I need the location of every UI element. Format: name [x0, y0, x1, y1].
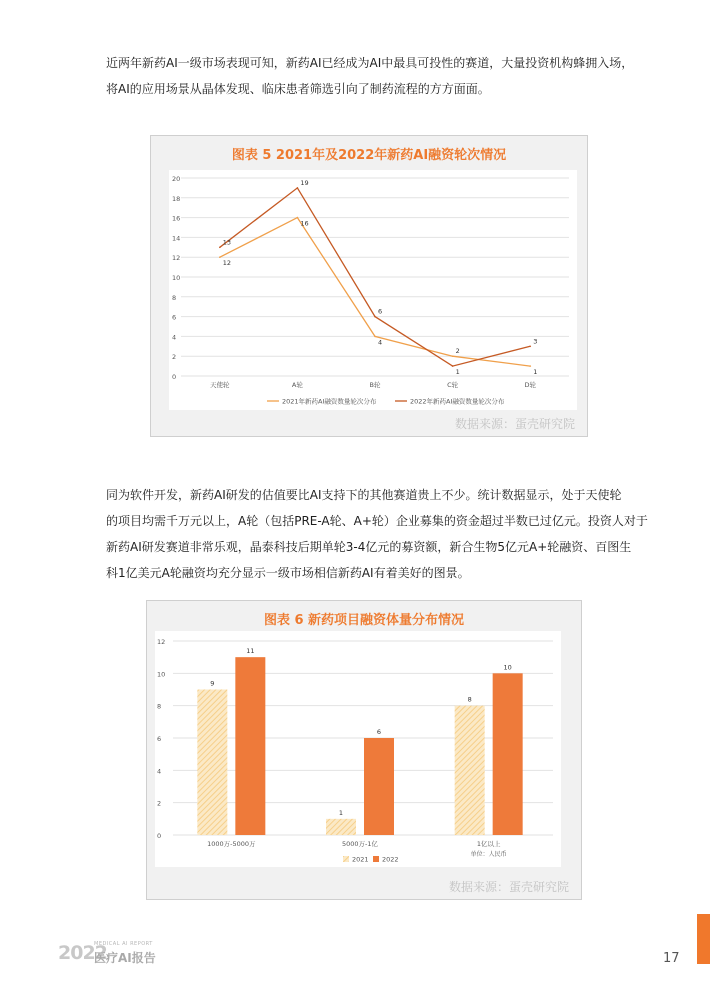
data-point: [529, 346, 531, 348]
x-tick-label: 1亿以上: [476, 840, 501, 848]
bar-chart-svg: [155, 631, 561, 867]
data-point: [297, 187, 299, 189]
logo-subtitle: MEDICAL AI REPORT: [94, 941, 153, 947]
data-point: [219, 247, 221, 249]
data-label: 11: [246, 647, 255, 656]
intro-paragraph: [106, 50, 634, 102]
y-tick-label: 0: [172, 373, 177, 381]
x-tick-label: 1000万-5000万: [207, 840, 256, 848]
body-paragraph: [106, 482, 648, 586]
bar: [197, 690, 227, 836]
line-chart-figure: [150, 135, 588, 437]
data-point: [374, 316, 376, 318]
x-tick-label: C轮: [447, 381, 459, 389]
data-label: 16: [300, 219, 309, 228]
data-point: [452, 355, 454, 357]
y-tick-label: 2: [172, 353, 177, 362]
data-point: [452, 365, 454, 367]
legend-swatch: [343, 856, 349, 862]
data-label: 3: [533, 337, 538, 346]
x-tick-label: D轮: [524, 381, 536, 389]
y-tick-label: 6: [157, 735, 162, 743]
bar-chart-plot-area: [155, 631, 561, 867]
bar-chart-figure: [146, 600, 582, 900]
y-tick-label: 20: [172, 175, 181, 183]
report-logo: [58, 938, 208, 968]
paragraph-line: 同为软件开发，新药AI研发的估值要比AI支持下的其他赛道贵上不少。统计数据显示，处于天使轮: [106, 488, 622, 502]
data-source-note: 数据来源：蛋壳研究院: [448, 880, 569, 894]
y-tick-label: 8: [157, 702, 162, 711]
paragraph-line: 将AI的应用场景从晶体发现、临床患者筛选引向了制药流程的方方面面。: [106, 82, 490, 96]
data-label: 9: [210, 679, 215, 688]
legend-label: 2022: [382, 855, 399, 864]
page-number: 17: [663, 951, 680, 966]
bar: [326, 819, 356, 835]
legend-label: 2021年新药AI融资数量轮次分布: [282, 397, 377, 406]
y-tick-label: 14: [172, 234, 181, 243]
legend-swatch: [373, 856, 379, 862]
x-tick-label: B轮: [369, 381, 381, 389]
y-tick-label: 4: [157, 767, 162, 776]
data-label: 6: [378, 307, 383, 316]
data-point: [374, 336, 376, 338]
legend-label: 2021: [352, 855, 369, 864]
bar: [455, 706, 485, 835]
paragraph-line: 科1亿美元A轮融资均充分显示一级市场相信新药AI有着美好的图景。: [106, 566, 470, 580]
legend-label: 2022年新药AI融资数量轮次分布: [410, 397, 505, 406]
y-tick-label: 12: [157, 638, 166, 646]
chart-title: 图表 6 新药项目融资体量分布情况: [263, 613, 465, 628]
y-tick-label: 10: [157, 670, 166, 679]
x-tick-label: A轮: [291, 381, 303, 389]
unit-note: 单位：人民币: [470, 851, 507, 858]
data-source-note: 数据来源：蛋壳研究院: [454, 417, 575, 431]
paragraph-line: 的项目均需千万元以上，A轮（包括PRE-A轮、A+轮）企业募集的资金超过半数已过亿元。投资人对于: [106, 514, 648, 528]
data-label: 1: [338, 808, 344, 817]
data-label: 10: [503, 663, 512, 672]
chart-title: 图表 5 2021年及2022年新药AI融资轮次情况: [231, 148, 507, 163]
data-label: 8: [467, 695, 472, 704]
x-tick-label: 5000万-1亿: [341, 840, 379, 848]
y-tick-label: 8: [172, 293, 177, 302]
line-chart-svg: [169, 170, 577, 410]
y-tick-label: 0: [157, 832, 162, 840]
data-label: 1: [533, 368, 538, 377]
y-tick-label: 12: [172, 254, 181, 263]
data-label: 1: [455, 368, 460, 377]
data-point: [297, 217, 299, 219]
logo-year: 2022: [58, 942, 107, 964]
y-tick-label: 2: [157, 799, 162, 808]
line-chart-plot-area: [169, 170, 577, 410]
page-accent-bar: [697, 914, 710, 964]
series-line: [220, 218, 530, 367]
data-label: 6: [376, 728, 382, 736]
data-label: 13: [222, 238, 232, 247]
x-tick-label: 天使轮: [210, 381, 230, 389]
data-label: 19: [300, 178, 309, 187]
data-label: 2: [455, 347, 460, 356]
y-tick-label: 4: [172, 333, 177, 342]
paragraph-line: 近两年新药AI一级市场表现可知，新药AI已经成为AI中最具可投性的赛道，大量投资机构蜂拥入场，: [106, 56, 634, 70]
y-tick-label: 6: [172, 313, 177, 322]
bar: [493, 673, 523, 835]
paragraph-line: 新药AI研发赛道非常乐观，晶泰科技后期单轮3-4亿元的募资额，新合生物5亿元A+轮融资、百图生: [106, 540, 632, 554]
y-tick-label: 10: [172, 274, 181, 282]
bar: [235, 657, 265, 835]
data-point: [219, 256, 221, 258]
data-label: 4: [378, 338, 383, 347]
y-tick-label: 16: [172, 214, 181, 223]
data-label: 12: [222, 259, 232, 268]
data-point: [529, 365, 531, 367]
y-tick-label: 18: [172, 194, 181, 203]
logo-title: 医疗AI报告: [94, 951, 156, 965]
bar: [364, 738, 394, 835]
